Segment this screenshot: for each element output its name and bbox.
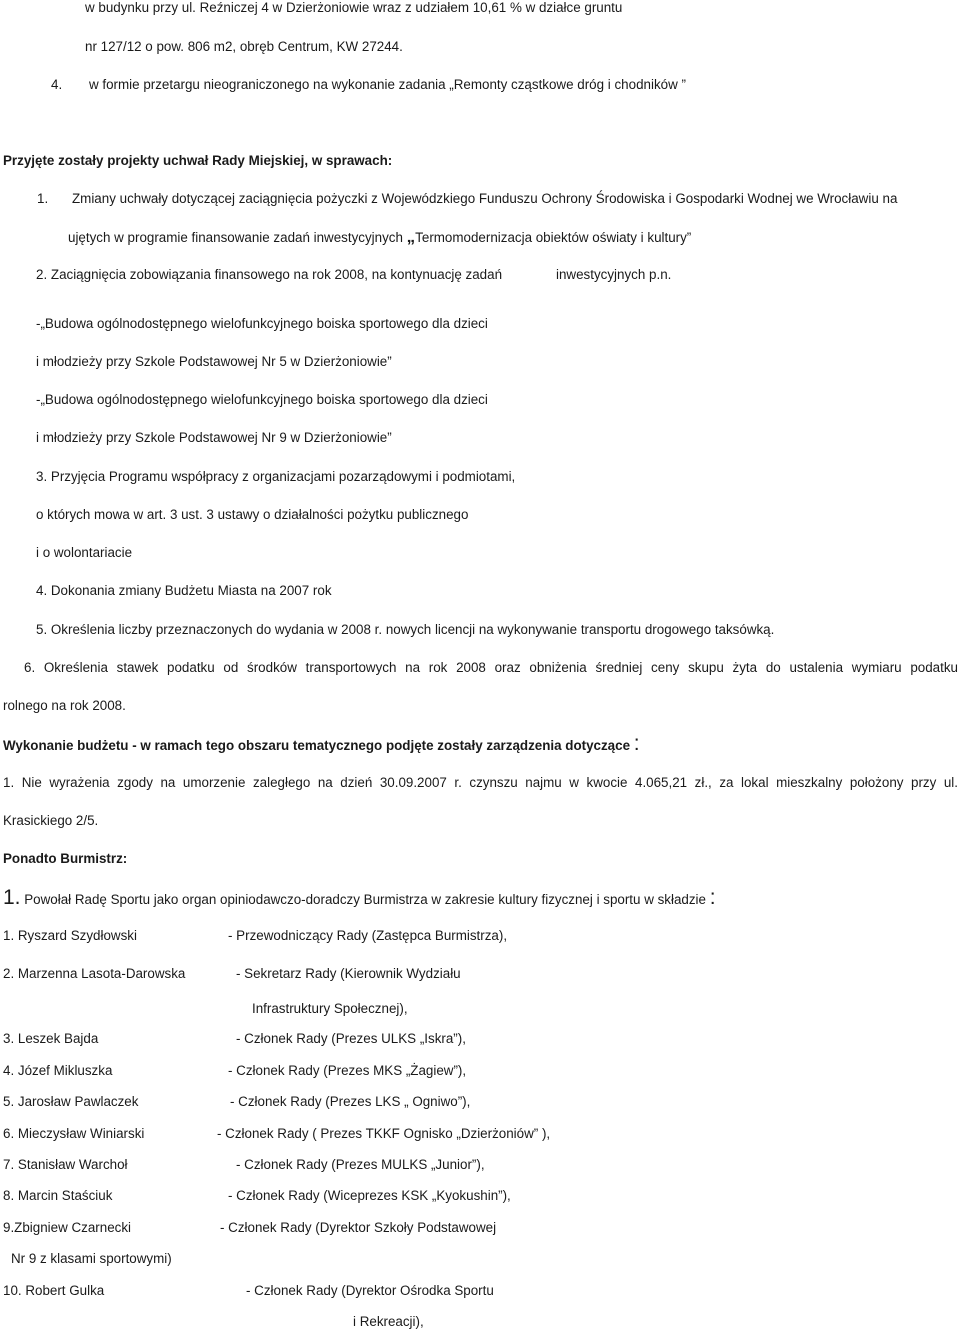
member-name: Nr 9 z klasami sportowymi) — [11, 1251, 172, 1266]
text-line: -„Budowa ogólnodostępnego wielofunkcyjnego boiska sportowego dla dzieci — [36, 392, 488, 407]
member-name: 10. Robert Gulka — [3, 1283, 105, 1298]
member-role: - Członek Rady ( Prezes TKKF Ognisko „Dzierżoniów” ), — [217, 1126, 551, 1141]
member-name: 2. Marzenna Lasota-Darowska — [3, 966, 186, 981]
text-line: Zmiany uchwały dotyczącej zaciągnięcia pożyczki z Wojewódzkiego Funduszu Ochrony Środowiska i Gospodarki Wodnej we Wrocławiu na — [72, 191, 898, 206]
member-name: 8. Marcin Staściuk — [3, 1188, 113, 1203]
text-line: i o wolontariacie — [36, 545, 133, 560]
text-line: 3. Przyjęcia Programu współpracy z organizacjami pozarządowymi i podmiotami, — [36, 469, 516, 484]
member-name: 1. Ryszard Szydłowski — [3, 928, 137, 943]
list-number: 1. — [3, 886, 21, 909]
text-line: w formie przetargu nieograniczonego na wykonanie zadania „Remonty cząstkowe dróg i chodników ” — [89, 77, 686, 92]
member-name: 9.Zbigniew Czarnecki — [3, 1220, 132, 1235]
colon: : — [709, 886, 716, 909]
heading-text: Wykonanie budżetu - w ramach tego obszaru tematycznego podjęte zostały zarządzenia dotyczące — [3, 738, 634, 753]
member-name: 3. Leszek Bajda — [3, 1031, 99, 1046]
text-line — [68, 229, 691, 246]
text-line: Krasickiego 2/5. — [3, 813, 99, 828]
text-line: rolnego na rok 2008. — [3, 698, 126, 713]
member-role: - Członek Rady (Prezes LKS „ Ogniwo”), — [230, 1094, 471, 1109]
member-role: - Sekretarz Rady (Kierownik Wydziału — [236, 966, 461, 981]
member-role: - Członek Rady (Prezes ULKS „Iskra”), — [236, 1031, 466, 1046]
text-line: 6. Określenia stawek podatku od środków transportowych na rok 2008 oraz obniżenia średniej ceny skupu żyta do ustalenia wymiaru podatku — [24, 660, 958, 675]
text-line: w budynku przy ul. Reźniczej 4 w Dzierżoniowie wraz z udziałem 10,61 % w działce gruntu — [85, 0, 623, 15]
section-heading: Ponadto Burmistrz: — [3, 851, 128, 866]
member-role: - Przewodniczący Rady (Zastępca Burmistrza), — [228, 928, 508, 943]
text-span: Powołał Radę Sportu jako organ opiniodawczo-doradczy Burmistrza w zakresie kultury fizycznej i sportu w składzie — [20, 892, 710, 907]
text-line: 1. Nie wyrażenia zgody na umorzenie zaległego na dzień 30.09.2007 r. czynszu najmu w kwocie 4.065,21 zł., za lokal mieszkalny położony przy ul. — [3, 775, 958, 790]
text-line: nr 127/12 o pow. 806 m2, obręb Centrum, KW 27244. — [85, 39, 403, 54]
member-role: - Członek Rady (Prezes MULKS „Junior”), — [236, 1157, 485, 1172]
member-role: - Członek Rady (Dyrektor Ośrodka Sportu — [246, 1283, 494, 1298]
list-number: 4. — [51, 77, 63, 92]
text-line: 4. Dokonania zmiany Budżetu Miasta na 2007 rok — [36, 583, 332, 598]
list-number: 1. — [37, 191, 49, 206]
text-line: inwestycyjnych p.n. — [556, 267, 672, 282]
member-role: - Członek Rady (Prezes MKS „Żagiew”), — [228, 1063, 467, 1078]
member-role: i Rekreacji), — [353, 1314, 424, 1329]
member-role: - Członek Rady (Dyrektor Szkoły Podstawowej — [220, 1220, 497, 1235]
text-line — [3, 886, 716, 909]
text-line: o których mowa w art. 3 ust. 3 ustawy o działalności pożytku publicznego — [36, 507, 469, 522]
member-role: - Członek Rady (Wiceprezes KSK „Kyokushin”), — [228, 1188, 511, 1203]
text-span: ujętych w programie finansowanie zadań inwestycyjnych — [68, 230, 407, 245]
text-line: i młodzieży przy Szkole Podstawowej Nr 5 w Dzierżoniowie” — [36, 354, 392, 369]
member-name: 7. Stanisław Warchoł — [3, 1157, 128, 1172]
member-name: 4. Józef Mikluszka — [3, 1063, 113, 1078]
heading-colon: : — [633, 732, 640, 755]
text-line: -„Budowa ogólnodostępnego wielofunkcyjnego boiska sportowego dla dzieci — [36, 316, 488, 331]
section-heading: Przyjęte zostały projekty uchwał Rady Miejskiej, w sprawach: — [3, 153, 393, 168]
text-span: Termomodernizacja obiektów oświaty i kultury” — [415, 230, 692, 245]
member-role: Infrastruktury Społecznej), — [252, 1001, 408, 1016]
text-line: 5. Określenia liczby przeznaczonych do wydania w 2008 r. nowych licencji na wykonywanie transportu drogowego taksówką. — [36, 622, 775, 637]
text-line: i młodzieży przy Szkole Podstawowej Nr 9 w Dzierżoniowie” — [36, 430, 392, 445]
member-name: 6. Mieczysław Winiarski — [3, 1126, 145, 1141]
text-line: 2. Zaciągnięcia zobowiązania finansowego na rok 2008, na kontynuację zadań — [36, 267, 503, 282]
member-name: 5. Jarosław Pawlaczek — [3, 1094, 139, 1109]
section-heading — [3, 732, 640, 755]
quote-mark: „ — [406, 227, 416, 246]
